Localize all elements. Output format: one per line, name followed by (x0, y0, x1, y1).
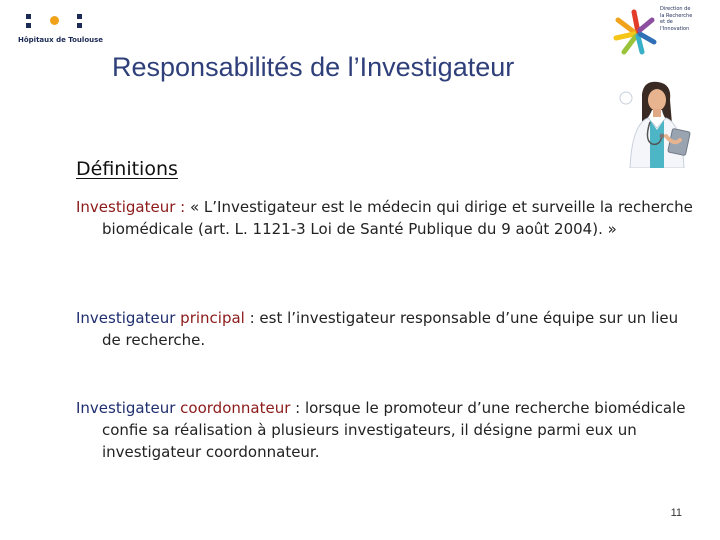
drci-logo-text: Direction de la Recherche et de l'Innovation (660, 6, 693, 32)
term-investigateur: Investigateur : (76, 198, 186, 216)
term-investigateur-coordonnateur-a: Investigateur (76, 399, 181, 417)
definition-text: « L’Investigateur est le médecin qui dirige et surveille la recherche biomédicale (art. L. 1121-3 Loi de Santé Publique du 9 août 2004). » (102, 198, 693, 238)
definition-text: : lorsque le promoteur d’une recherche biomédicale confie sa réalisation à plusieurs investigateurs, il désigne parmi eux un investigateur coordonnateur. (102, 399, 686, 461)
logo-left-name: Hôpitaux de Toulouse (18, 36, 104, 44)
drci-logo (612, 4, 702, 60)
definition-investigateur-coordonnateur (76, 397, 696, 463)
page-number: 11 (670, 507, 682, 519)
drci-star-icon (612, 8, 660, 56)
doctor-illustration-icon (612, 80, 708, 168)
term-investigateur-principal-b: principal (180, 309, 245, 327)
definition-investigateur (76, 196, 696, 240)
logo-mark-icon (24, 14, 84, 28)
term-investigateur-coordonnateur-b: coordonnateur (180, 399, 291, 417)
hopitaux-toulouse-logo (18, 14, 104, 46)
slide-title: Responsabilités de l’Investigateur (112, 52, 515, 82)
definition-investigateur-principal (76, 307, 696, 351)
definitions-heading: Définitions (76, 158, 178, 180)
term-investigateur-principal-a: Investigateur (76, 309, 181, 327)
definition-text: : est l’investigateur responsable d’une équipe sur un lieu de recherche. (102, 309, 679, 349)
